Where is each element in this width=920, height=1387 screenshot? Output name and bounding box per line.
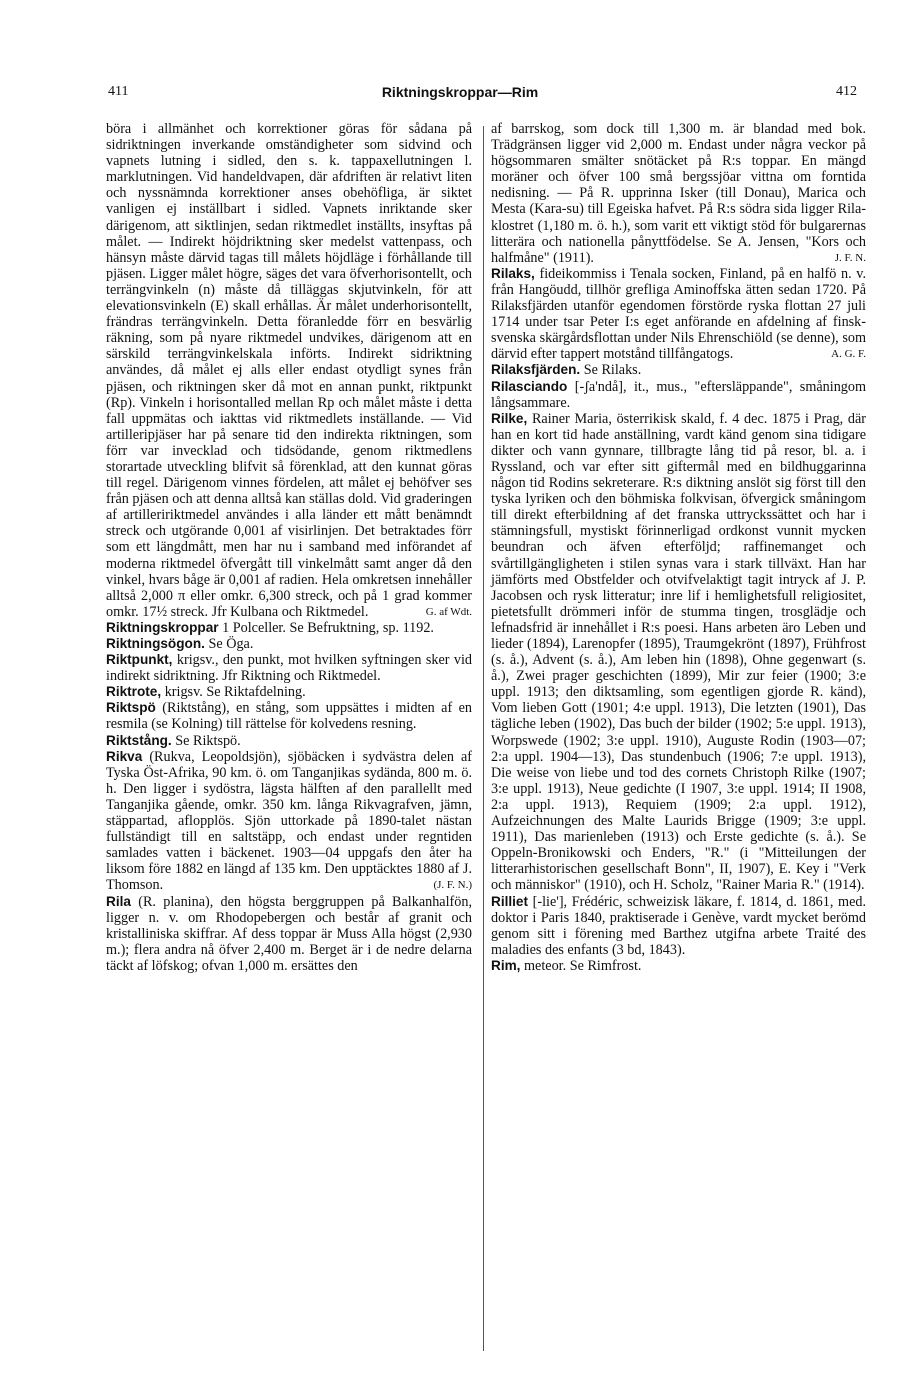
entry bbox=[491, 411, 866, 894]
entry bbox=[491, 958, 866, 974]
entry-headword: Riktrote, bbox=[106, 684, 162, 700]
entry bbox=[491, 894, 866, 958]
entry-text: böra i allmänhet och korrektioner göras för sådana på sidriktningen inverkande omständigheter som sidvind och vapnets lutning i sidled, den s. k. tappaxellutningen l. marklutningen. Vid handeldvapen, där afdriften är relativt liten och nyssnämnda korrektioner anses obehöfliga, är siktet vanligen ej inställbart i sidled. Vapnets inriktande sker därigenom, att siktlinjen, sedan riktmedlet inställts, insyftas på målet. — Indirekt höjdriktning sker medelst vattenpass, och hänsyn måste därvid tagas till målets höjdläge i förhållande till pjäsen. Ligger målet högre, säges det vara öfverhorisontellt, och terrängvinkeln (n) måste då tilläggas skjutvinkeln, för att elevationsvinkeln (E) skall erhållas. Är målet underhorisontellt, frändras terrängvinkeln. Detta föranledde förr en besvärlig räkning, som på nyare riktmedel undvikes, därigenom att en särskild terrängvinkelskala införts. Indirekt sidriktning användes, då målet ej alls eller endast otydligt synes från pjäsen, och riktningen sker då mot en annan punkt, riktpunkt (Rp). Vinkeln i horisontalled mellan Rp och målet måste i detta fall uppmätas och iakttas vid riktmedlets inställande. — Vid artilleripjäser har på senare tid den indirekta riktningen, som förr var invecklad och tidsödande, genom riktmedlens storartade utveckling blifvit så förenklad, att den kunnat göras till regel. Därigenom vinnes fördelen, att målet ej behöfver ses från pjäsen och att denna alltså kan ställas dold. Vid graderingen af artilleririktmedel användes i alla länder ett mått benämndt streck och utgörande 0,001 af visirlinjen. Det betraktades förr som ett längdmått, men har nu i samband med införandet af moderna riktmedel öfvergått till vinkelmått samt anger då den vinkel, hvars båge är 0,001 af radien. Hela omkretsen innehåller alltså 2,000 π eller omkr. 6,300 streck, och på 1 grad kommer omkr. 17½ streck. Jfr Kulbana och Riktmedel. bbox=[106, 121, 472, 620]
entry bbox=[106, 749, 472, 894]
author-signature: A. G. F. bbox=[831, 348, 866, 361]
entry-headword: Rilaks, bbox=[491, 265, 535, 281]
entry-text: fideikommiss i Tenala socken, Finland, på en halfö n. v. från Hangöudd, tillhör grefliga Aminoffska ätten sedan 1720. På Rilaksfjärden utanför egendomen förstörde ryska flottan 27 juli 1714 under tsar Peter I:s eget anförande en afdelning af finsk-svenska skärgårdsflottan under Nils Ehrenschiöld (se denne), som därvid efter tappert motstånd tillfångatogs. bbox=[491, 265, 866, 363]
entry-headword: Rilasciando bbox=[491, 378, 568, 394]
entry bbox=[106, 620, 472, 636]
entry-text: meteor. Se Rimfrost. bbox=[524, 957, 642, 974]
right-column bbox=[491, 121, 866, 974]
entry-continuation bbox=[106, 121, 472, 620]
entry-text: krigsv. Se Riktafdelning. bbox=[164, 684, 306, 701]
column-divider bbox=[483, 126, 484, 1351]
entry bbox=[106, 700, 472, 732]
entry-text: (R. planina), den högsta berggruppen på Balkanhalfön, ligger n. v. om Rhodopebergen och består af granit och kristalliniska skiffrar. Af dess toppar är Muss Alla högst (2,930 m.); flera andra nå öfver 2,400 m. Berget är i de nedre delarna täckt af löfskog; ofvan 1,000 m. ersättes den bbox=[106, 893, 472, 974]
entry-headword: Riktspö bbox=[106, 700, 156, 716]
entry-headword: Rim, bbox=[491, 957, 521, 973]
entry bbox=[106, 733, 472, 749]
entry-headword: Riktstång. bbox=[106, 732, 172, 748]
entry-headword: Riktningsögon. bbox=[106, 636, 205, 651]
entry-text: [-lie'], Frédéric, schweizisk läkare, f. 1814, d. 1861, med. doktor i Paris 1840, praktiserade i Genève, vardt mycket berömd genom sitt i förening med Barthez utgifna arbete Traité des maladies des enfants (3 bd, 1843). bbox=[491, 893, 867, 958]
page-number-left: 411 bbox=[108, 84, 129, 99]
entry-continuation bbox=[491, 121, 866, 266]
entry-text: Se Riktspö. bbox=[175, 732, 241, 749]
entry bbox=[491, 266, 866, 363]
entry-headword: Rilaksfjärden. bbox=[491, 362, 581, 378]
entry-headword: Rikva bbox=[106, 748, 143, 764]
entry-text: Rainer Maria, österrikisk skald, f. 4 dec. 1875 i Prag, där han en kort tid hade anställning, vardt känd genom sina tidigare dikter och vann gynnare, tillbragte lång tid på resor, bl. a. i Ryssland, och var efter sitt giftermål med en bildhuggarinna någon tid Rodins sekreterare. R:s diktning anslöt sig först till den tyska lyriken och den böhmiska folkvisan, öfvergick småningom till direkt efterbildning af det franska uttryckssättet och har i stämningsfull, mystiskt förinnerligad ordkonst vunnit mycken beundran och äfven efterföljd; raffinemanget och svårtillgängligheten i stilen synas vara i stark tillväxt. Han har jämförts med Obstfelder och otvifvelaktigt tagit intryck af J. P. Jacobsen och rysk litteratur; inre lif i hemlighetsfull religiositet, pietetsfullt drömmeri inför de stumma tingen, trosglädje och lefnadsfrid är innehållet i R:s poesi. Hans arbeten äro Leben und lieder (1894), Larenopfer (1895), Traumgekrönt (1897), Frühfrost (s. å.), Advent (s. å.), Am leben hin (1898), Ohne gegenwart (s. å.), Zwei prager geschichten (1899), Mir zur feier (1900; 3:e uppl. 1913; den diktsamling, som egentligen gjorde R. känd), Vom lieben Gott (1901; 4:e uppl. 1913), Die letzten (1901), Das tägliche leben (1902), Das buch der bilder (1902; 5:e uppl. 1913), Worpswede (1902; 3:e uppl. 1910), Auguste Rodin (1903—07; 2:a uppl. 1904—13), Das stundenbuch (1906; 7:e uppl. 1913), Die weise von liebe und tod des cornets Christoph Rilke (1907; 3:e uppl. 1913), Neue gedichte (I 1907, 3:e uppl. 1914; II 1908, 2:a uppl. 1913), Requiem (1909; 2:a uppl. 1912), Aufzeichnungen des Malte Laurids Brigge (1909; 3:e uppl. 1911), Das marienleben (1913) och Erste gedichte (s. å.). Se Oppeln-Bronikowski och Enders, "R." (i "Mitteilungen der litterarhistorischen gesellschaft Bonn", II, 1907), E. Key i "Verk och människor" (1910), och H. Scholz, "Rainer Maria R." (1914). bbox=[491, 410, 867, 894]
entry bbox=[106, 684, 472, 700]
entry-text: (Rukva, Leopoldsjön), sjöbäcken i sydvästra delen af Tyska Öst-Afrika, 90 km. ö. om Tanganjikas sydända, 800 m. ö. h. Den ligger i sydöstra, lägsta hälften af den parallellt med Tanganjika gående, omkr. 350 km. långa Rikvagrafven, jämn, stäppartad, aflopplös. Sjön uttorkade på 1890-talet nästan fullständigt till en saltstäpp, och endast under regntiden samlades vatten i bäckenet. 1903—04 uppgafs den åter ha liksom före 1882 en längd af 135 km. Den upptäcktes 1880 af J. Thomson. bbox=[106, 748, 473, 894]
page-number-right: 412 bbox=[836, 84, 857, 99]
page-header bbox=[0, 84, 920, 108]
author-signature: J. F. N. bbox=[834, 251, 866, 264]
entry-headword: Rilke, bbox=[491, 410, 528, 426]
entry-text: [-ʃa'ndå], it., mus., "eftersläppande", småningom långsammare. bbox=[491, 378, 867, 411]
entry-headword: Riktningskroppar bbox=[106, 619, 219, 635]
left-column bbox=[106, 121, 472, 974]
entry-text: 1 Polceller. Se Befruktning, sp. 1192. bbox=[222, 619, 434, 636]
entry-text: af barrskog, som dock till 1,300 m. är blandad med bok. Trädgränsen ligger vid 2,000 m. Endast under några veckor på högsommaren smälter snötäcket på R:s toppar. En mängd moräner och öfver 100 små bergssjöar vittna om forntida nedisning. — På R. upprinna Isker (till Donau), Marica och Mesta (Kara-su) till Egeiska hafvet. På R:s södra sida ligger Rila-klostret (1,180 m. ö. h.), som varit ett viktigt stöd för bulgarernas litterära och nationella pånyttfödelse. Se A. Jensen, "Kors och halfmåne" (1911). bbox=[491, 121, 866, 266]
entry-text: (Riktstång), en stång, som uppsättes i midten af en resmila (se Kolning) till rättelse för kolvedens resning. bbox=[106, 700, 472, 733]
entry bbox=[491, 362, 866, 378]
entry bbox=[106, 894, 472, 974]
running-title: Riktningskroppar—Rim bbox=[381, 84, 539, 100]
entry-text: Se Öga. bbox=[208, 636, 254, 652]
entry-headword: Rila bbox=[106, 893, 131, 909]
entry bbox=[106, 652, 472, 684]
author-signature: G. af Wdt. bbox=[425, 605, 472, 618]
entry-headword: Rilliet bbox=[491, 893, 529, 909]
entry-headword: Riktpunkt, bbox=[106, 652, 173, 668]
entry bbox=[491, 379, 866, 411]
entry-text: Se Rilaks. bbox=[583, 362, 642, 379]
author-signature: (J. F. N.) bbox=[433, 879, 472, 892]
entry bbox=[106, 636, 472, 652]
entry-text: krigsv., den punkt, mot hvilken syftningen sker vid indirekt sidriktning. Jfr Riktning och Riktmedel. bbox=[106, 652, 472, 685]
